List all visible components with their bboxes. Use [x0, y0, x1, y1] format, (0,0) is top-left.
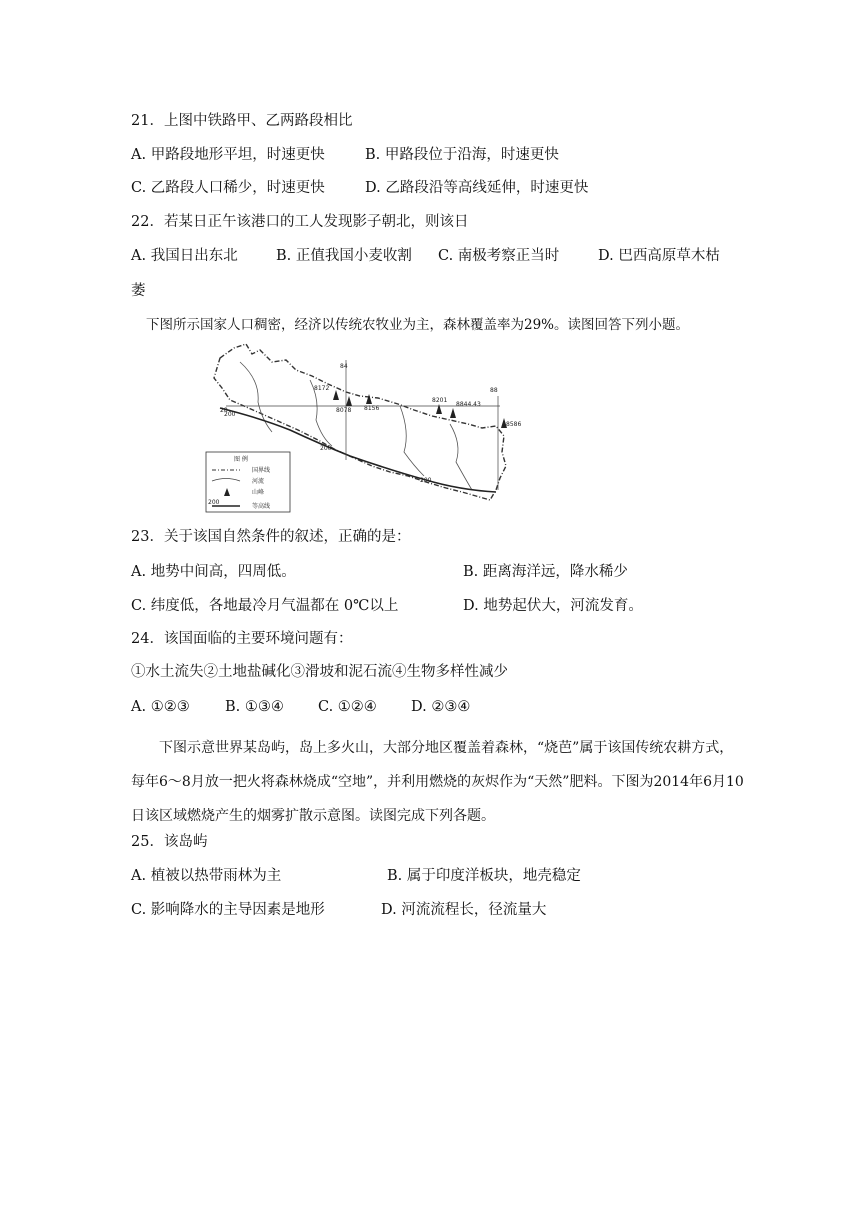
q21-option-b: B. 甲路段位于沿海，时速更快 — [365, 147, 559, 163]
q25-option-a: A. 植被以热带雨林为主 — [131, 868, 282, 884]
peak-label: 8078 — [336, 407, 352, 414]
q24-option-d: D. ②③④ — [411, 699, 471, 715]
q24-option-c: C. ①②④ — [318, 699, 377, 715]
latitude-28-label: 28 — [220, 407, 228, 414]
intro-paragraph-2: 下图示意世界某岛屿，岛上多火山，大部分地区覆盖着森林，“烧芭”属于该国传统农耕方式，每年6～8月放一把火将森林烧成“空地”，并利用燃烧的灰烬作为“天然”肥料。下图为2014年6月10日该区域燃烧产生的烟雾扩散示意图。读图完成下列各题。 — [131, 740, 744, 824]
peak-label: 8201 — [432, 397, 448, 404]
peak-label: 8586 — [506, 421, 522, 428]
legend-contour-value: 200 — [208, 499, 220, 506]
q23-option-c: C. 纬度低，各地最冷月气温都在 0℃以上 — [131, 598, 399, 614]
contour-200-label: 200 — [224, 411, 236, 418]
legend-river-label: 河流 — [252, 478, 265, 485]
contour-200-label: 200 — [320, 445, 332, 452]
legend-border-label: 国界线 — [252, 467, 271, 474]
q21-option-a: A. 甲路段地形平坦，时速更快 — [131, 147, 325, 163]
q24-option-a: A. ①②③ — [131, 699, 190, 715]
q21-stem: 21．上图中铁路甲、乙两路段相比 — [131, 113, 353, 129]
q22-option-c: C. 南极考察正当时 — [438, 248, 560, 264]
intro-paragraph-1: 下图所示国家人口稠密，经济以传统农牧业为主，森林覆盖率为29%。读图回答下列小题。 — [146, 317, 690, 333]
longitude-84-label: 84 — [340, 363, 348, 370]
q21-option-c: C. 乙路段人口稀少，时速更快 — [131, 180, 325, 196]
q23-option-a: A. 地势中间高，四周低。 — [131, 564, 296, 580]
q22-option-d-continued: 萎 — [131, 283, 146, 299]
q25-option-b: B. 属于印度洋板块，地壳稳定 — [387, 868, 581, 884]
q22-option-a: A. 我国日出东北 — [131, 248, 238, 264]
q22-option-d: D. 巴西高原草木枯 — [598, 248, 720, 264]
q22-stem: 22．若某日正午该港口的工人发现影子朝北，则该日 — [131, 214, 469, 230]
legend-contour-label: 等高线 — [252, 503, 271, 510]
map-legend — [206, 452, 290, 512]
q23-option-b: B. 距离海洋远，降水稀少 — [463, 564, 628, 580]
longitude-88-label: 88 — [490, 387, 498, 394]
q21-option-d: D. 乙路段沿等高线延伸，时速更快 — [365, 180, 589, 196]
q25-option-d: D. 河流流程长，径流量大 — [381, 902, 547, 918]
q23-option-d: D. 地势起伏大，河流发育。 — [463, 598, 643, 614]
peak-label: 8156 — [364, 405, 380, 412]
peak-label: 8844.43 — [456, 401, 481, 408]
q25-stem: 25．该岛屿 — [131, 834, 208, 850]
q24-items: ①水土流失②土地盐碱化③滑坡和泥石流④生物多样性减少 — [131, 664, 508, 680]
country-map-figure — [200, 340, 530, 516]
q25-option-c: C. 影响降水的主导因素是地形 — [131, 902, 325, 918]
q24-option-b: B. ①③④ — [225, 699, 284, 715]
contour-200-label: 200 — [420, 477, 432, 484]
q22-option-b: B. 正值我国小麦收割 — [276, 248, 412, 264]
q23-stem: 23．关于该国自然条件的叙述，正确的是： — [131, 529, 411, 545]
legend-peak-label: 山峰 — [252, 489, 265, 496]
peak-label: 8172 — [314, 385, 330, 392]
legend-title: 图 例 — [234, 456, 248, 463]
q24-stem: 24．该国面临的主要环境问题有： — [131, 631, 353, 647]
